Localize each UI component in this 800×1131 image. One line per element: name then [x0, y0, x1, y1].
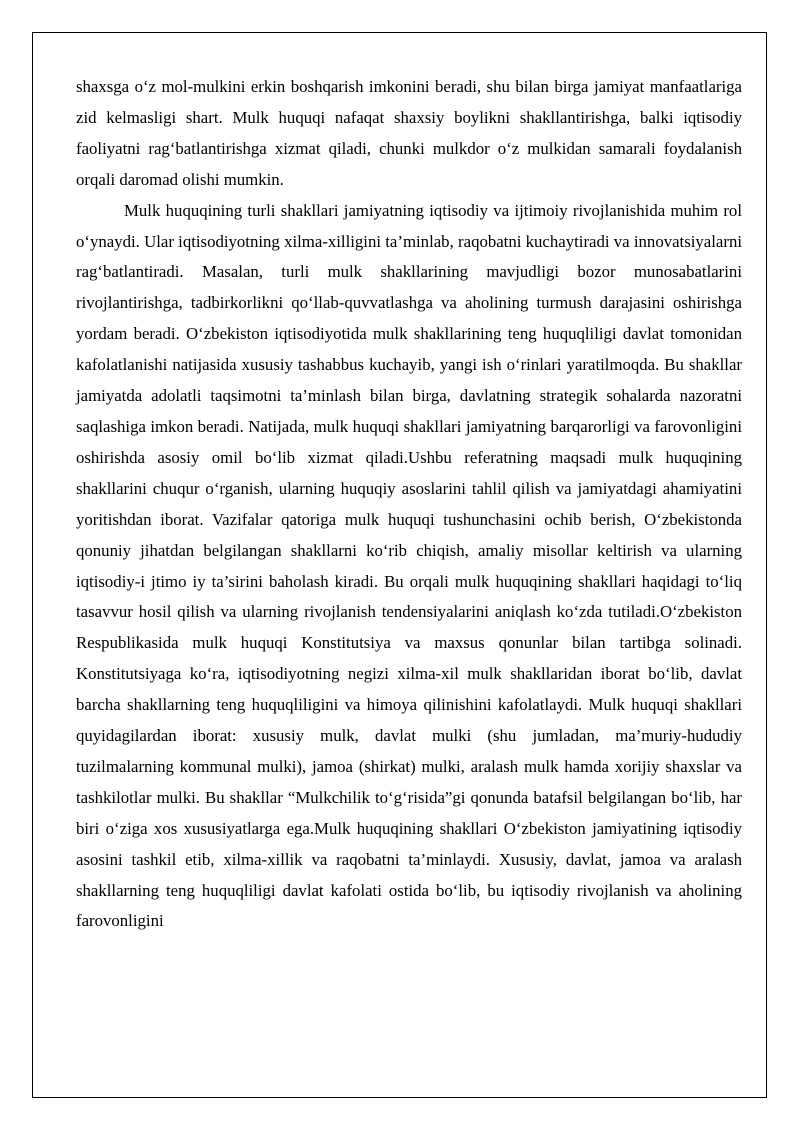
paragraph-1: shaxsga o‘z mol-mulkini erkin boshqarish imkonini beradi, shu bilan birga jamiyat manfaatlariga zid kelmasligi shart. Mulk huquqi nafaqat shaxsiy boylikni shakllantirishga, balki iqtisodiy faoliyatni rag‘batlantirishga xizmat qiladi, chunki mulkdor o‘z mulkidan samarali foydalanish orqali daromad olishi mumkin. [76, 77, 742, 189]
paragraph-2: Mulk huquqining turli shakllari jamiyatning iqtisodiy va ijtimoiy rivojlanishida muhim rol o‘ynaydi. Ular iqtisodiyotning xilma-xilligini ta’minlab, raqobatni kuchaytiradi va innovatsiyalarni rag‘batlantiradi. Masalan, turli mulk shakllarining mavjudligi bozor munosabatlarini rivojlantirishga, tadbirkorlikni qo‘llab-quvvatlashga va aholining turmush darajasini oshirishga yordam beradi. O‘zbekiston iqtisodiyotida mulk shakllarining teng huquqliligi davlat tomonidan kafolatlanishi natijasida xususiy tashabbus kuchayib, yangi ish o‘rinlari yaratilmoqda. Bu shakllar jamiyatda adolatli taqsimotni ta’minlash bilan birga, davlatning strategik sohalarda nazoratni saqlashiga imkon beradi. Natijada, mulk huquqi shakllari jamiyatning barqarorligi va farovonligini oshirishda asosiy omil bo‘lib xizmat qiladi.Ushbu referatning maqsadi mulk huquqining shakllarini chuqur o‘rganish, ularning huquqiy asoslarini tahlil qilish va jamiyatdagi ahamiyatini yoritishdan iborat. Vazifalar qatoriga mulk huquqi tushunchasini ochib berish, O‘zbekistonda qonuniy jihatdan belgilangan shakllarni ko‘rib chiqish, amaliy misollar keltirish va ularning iqtisodiy-i jtimo iy ta’sirini baholash kiradi. Bu orqali mulk huquqining shakllari haqidagi to‘liq tasavvur hosil qilish va ularning rivojlanish tendensiyalarini aniqlash ko‘zda tutiladi.O‘zbekiston Respublikasida mulk huquqi Konstitutsiya va maxsus qonunlar bilan tartibga solinadi. Konstitutsiyaga ko‘ra, iqtisodiyotning negizi xilma-xil mulk shakllaridan iborat bo‘lib, davlat barcha shakllarning teng huquqliligini va himoya qilinishini kafolatlaydi. Mulk huquqi shakllari quyidagilardan iborat: xususiy mulk, davlat mulki (shu jumladan, ma’muriy-hududiy tuzilmalarning kommunal mulki), jamoa (shirkat) mulki, aralash mulk hamda xorijiy shaxslar va tashkilotlar mulki. Bu shakllar “Mulkchilik to‘g‘risida”gi qonunda batafsil belgilangan bo‘lib, har biri o‘ziga xos xususiyatlarga ega.Mulk huquqining shakllari O‘zbekiston jamiyatining iqtisodiy asosini tashkil etib, xilma-xillik va raqobatni ta’minlaydi. Xususiy, davlat, jamoa va aralash shakllarning teng huquqliligi davlat kafolati ostida bo‘lib, bu iqtisodiy rivojlanish va aholining farovonligini [76, 200, 742, 931]
document-body [76, 72, 742, 937]
